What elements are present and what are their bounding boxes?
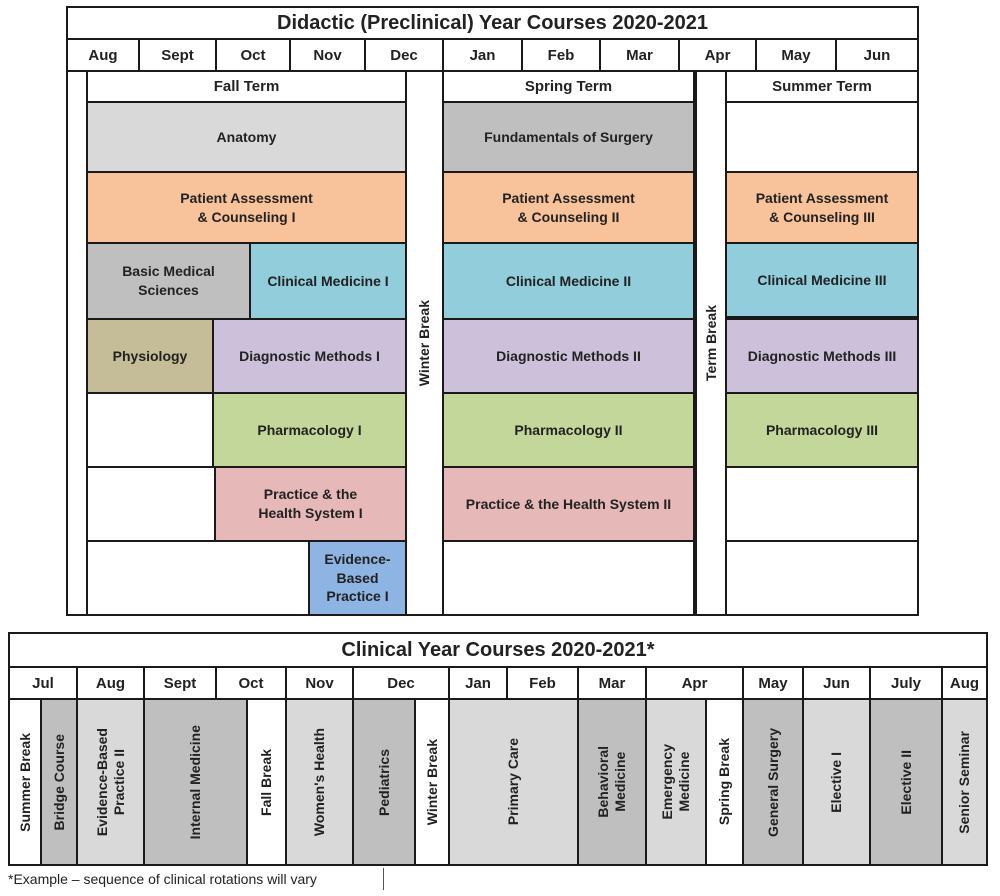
course-clinical-medicine-2: Clinical Medicine II	[442, 242, 695, 320]
rotation-label: Elective I	[828, 751, 845, 813]
rotation-bridge-course	[40, 698, 78, 866]
empty-cell	[86, 392, 214, 468]
rotation-elective-1	[802, 698, 871, 866]
term-break-column	[695, 70, 727, 616]
rotation-label: Spring Break	[716, 738, 733, 826]
month-cell: Oct	[215, 38, 291, 72]
rotation-label: Women's Health	[311, 727, 328, 837]
rotation-label: Summer Break	[16, 732, 33, 832]
empty-cell	[725, 540, 919, 616]
course-pharmacology-2: Pharmacology II	[442, 392, 695, 468]
clinical-title: Clinical Year Courses 2020-2021*	[8, 632, 988, 668]
month-cell: Dec	[364, 38, 444, 72]
month-cell: Nov	[285, 666, 354, 700]
course-diagnostic-methods-3: Diagnostic Methods III	[725, 318, 919, 394]
rotation-label: Bridge Course	[50, 733, 67, 831]
rotation-label: Evidence-Based Practice II	[93, 727, 127, 837]
month-cell: Mar	[599, 38, 680, 72]
course-clinical-medicine-3: Clinical Medicine III	[725, 242, 919, 318]
month-cell: Feb	[506, 666, 579, 700]
month-cell: Jun	[835, 38, 919, 72]
month-cell: Mar	[577, 666, 647, 700]
month-cell: Aug	[941, 666, 988, 700]
rotation-primary-care	[448, 698, 579, 866]
fall-term-header: Fall Term	[86, 70, 407, 103]
month-cell: July	[869, 666, 943, 700]
rotation-label: Senior Seminar	[956, 730, 973, 834]
rotation-internal-medicine	[143, 698, 248, 866]
summer-term-header: Summer Term	[725, 70, 919, 103]
footnote: *Example – sequence of clinical rotations will vary	[8, 868, 384, 890]
rotation-label: Internal Medicine	[187, 724, 204, 840]
course-anatomy: Anatomy	[86, 101, 407, 173]
rotation-pediatrics	[352, 698, 416, 866]
course-diagnostic-methods-2: Diagnostic Methods II	[442, 318, 695, 394]
month-cell: Feb	[521, 38, 601, 72]
month-cell: Jun	[802, 666, 871, 700]
course-practice-health-system-1: Practice & the Health System I	[214, 466, 407, 542]
course-pac2: Patient Assessment & Counseling II	[442, 171, 695, 244]
course-clinical-medicine-1: Clinical Medicine I	[249, 242, 407, 320]
rotation-winter-break	[414, 698, 450, 866]
month-cell: Sept	[138, 38, 217, 72]
month-cell: May	[755, 38, 837, 72]
rotation-elective-2	[869, 698, 943, 866]
course-pharmacology-1: Pharmacology I	[212, 392, 407, 468]
month-cell: May	[742, 666, 804, 700]
month-cell: Apr	[645, 666, 744, 700]
course-pac1: Patient Assessment & Counseling I	[86, 171, 407, 244]
term-break-label: Term Break	[702, 304, 719, 381]
course-physiology: Physiology	[86, 318, 214, 394]
rotation-senior-seminar	[941, 698, 988, 866]
month-cell: Nov	[289, 38, 366, 72]
rotation-womens-health	[285, 698, 354, 866]
course-practice-health-system-2: Practice & the Health System II	[442, 466, 695, 542]
month-cell: Oct	[215, 666, 287, 700]
month-cell: Apr	[678, 38, 757, 72]
empty-cell	[86, 466, 216, 542]
month-cell: Jan	[442, 38, 523, 72]
month-cell: Sept	[143, 666, 217, 700]
rotation-summer-break	[8, 698, 42, 866]
course-diagnostic-methods-1: Diagnostic Methods I	[212, 318, 407, 394]
rotation-label: Fall Break	[258, 748, 275, 816]
winter-break-column	[405, 70, 444, 616]
course-pac3: Patient Assessment & Counseling III	[725, 171, 919, 244]
rotation-label: Emergency Medicine	[659, 744, 692, 820]
rotation-evidence-based-practice-2	[76, 698, 145, 866]
month-cell: Jan	[448, 666, 508, 700]
rotation-label: Winter Break	[423, 738, 440, 826]
didactic-title: Didactic (Preclinical) Year Courses 2020-2021	[66, 6, 919, 40]
empty-cell	[725, 101, 919, 173]
empty-cell	[725, 466, 919, 542]
month-cell: Aug	[66, 38, 140, 72]
empty-cell	[86, 540, 310, 616]
rotation-behavioral-medicine	[577, 698, 647, 866]
rotation-label: General Surgery	[764, 727, 781, 837]
empty-cell	[442, 540, 695, 616]
rotation-label: Elective II	[897, 749, 914, 815]
course-fundamentals-of-surgery: Fundamentals of Surgery	[442, 101, 695, 173]
course-evidence-based-practice-1: Evidence- Based Practice I	[308, 540, 407, 616]
rotation-spring-break	[705, 698, 744, 866]
month-cell: Jul	[8, 666, 78, 700]
winter-break-label: Winter Break	[416, 299, 433, 387]
spring-term-header: Spring Term	[442, 70, 695, 103]
rotation-label: Pediatrics	[375, 748, 392, 816]
rotation-emergency-medicine	[645, 698, 707, 866]
rotation-label: Primary Care	[505, 738, 522, 826]
month-cell: Dec	[352, 666, 450, 700]
course-pharmacology-3: Pharmacology III	[725, 392, 919, 468]
rotation-label: Behavioral Medicine	[595, 746, 628, 818]
course-basic-medical-sciences: Basic Medical Sciences	[86, 242, 251, 320]
month-cell: Aug	[76, 666, 145, 700]
rotation-general-surgery	[742, 698, 804, 866]
rotation-fall-break	[246, 698, 287, 866]
